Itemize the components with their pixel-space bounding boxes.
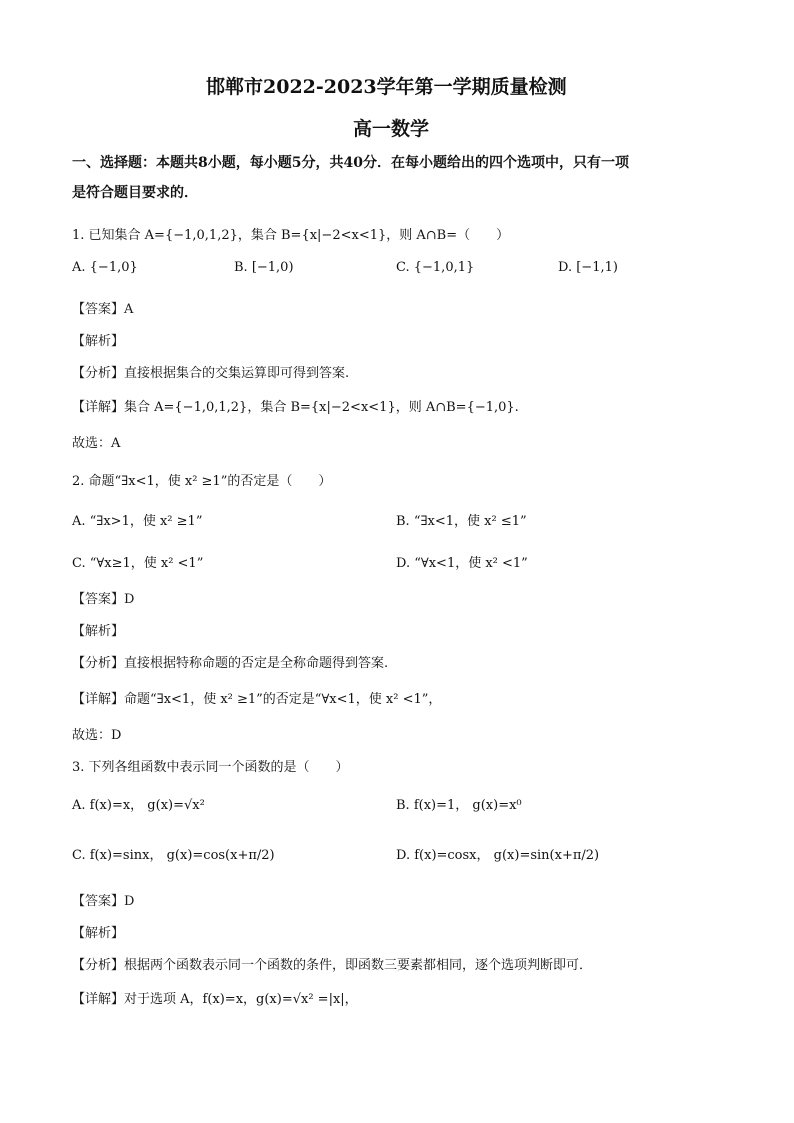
question-1-option-d: D. [−1,1): [558, 260, 618, 275]
question-3-stem: 3. 下列各组函数中表示同一个函数的是（ ）: [72, 760, 349, 775]
question-1-option-a: A. {−1,0}: [72, 260, 138, 275]
section-heading-line2: 是符合题目要求的．: [72, 185, 198, 201]
question-3-option-d: D. f(x)=cosx， g(x)=sin(x+π/2): [396, 848, 600, 863]
page-title: 邯郸市2022-2023学年第一学期质量检测: [206, 76, 567, 98]
question-1-analysis: 【分析】直接根据集合的交集运算即可得到答案.: [72, 366, 350, 381]
question-3-answer: 【答案】D: [72, 894, 135, 909]
question-1-choose: 故选：A: [72, 436, 121, 451]
question-3-detail: 【详解】对于选项 A，f(x)=x，g(x)=√x² =|x|，: [72, 992, 358, 1007]
question-2-option-c: C. “∀x≥1，使 x² <1”: [72, 556, 204, 571]
question-2-choose: 故选：D: [72, 728, 122, 743]
question-3-analysis: 【分析】根据两个函数表示同一个函数的条件，即函数三要素都相同，逐个选项判断即可．: [72, 958, 593, 973]
question-1-stem: 1. 已知集合 A={−1,0,1,2}，集合 B={x|−2<x<1}，则 A∩B=（ ）: [72, 228, 510, 243]
question-2-detail: 【详解】命题“∃x<1，使 x² ≥1”的否定是“∀x<1，使 x² <1”，: [72, 692, 442, 707]
question-2-option-d: D. “∀x<1，使 x² <1”: [396, 556, 528, 571]
question-1-detail: 【详解】集合 A={−1,0,1,2}，集合 B={x|−2<x<1}，则 A∩B={−1,0}.: [72, 400, 519, 415]
question-2-option-a: A. “∃x>1，使 x² ≥1”: [72, 514, 203, 529]
page-subtitle: 高一数学: [353, 118, 430, 140]
question-1-option-c: C. {−1,0,1}: [396, 260, 475, 275]
question-3-option-a: A. f(x)=x， g(x)=√x²: [72, 798, 205, 813]
question-3-option-b: B. f(x)=1， g(x)=x⁰: [396, 798, 522, 813]
question-2-jiexi: 【解析】: [72, 624, 125, 639]
question-2-analysis: 【分析】直接根据特称命题的否定是全称命题得到答案.: [72, 656, 389, 671]
question-3-option-c: C. f(x)=sinx， g(x)=cos(x+π/2): [72, 848, 275, 863]
question-2-stem: 2. 命题“∃x<1，使 x² ≥1”的否定是（ ）: [72, 474, 332, 489]
question-1-jiexi: 【解析】: [72, 334, 125, 349]
question-1-answer: 【答案】A: [72, 302, 134, 317]
question-1-option-b: B. [−1,0): [234, 260, 294, 275]
section-heading-line1: 一、选择题：本题共8小题，每小题5分，共40分．在每小题给出的四个选项中，只有一项: [72, 155, 629, 171]
question-3-jiexi: 【解析】: [72, 926, 125, 941]
question-2-option-b: B. “∃x<1，使 x² ≤1”: [396, 514, 527, 529]
question-2-answer: 【答案】D: [72, 592, 135, 607]
